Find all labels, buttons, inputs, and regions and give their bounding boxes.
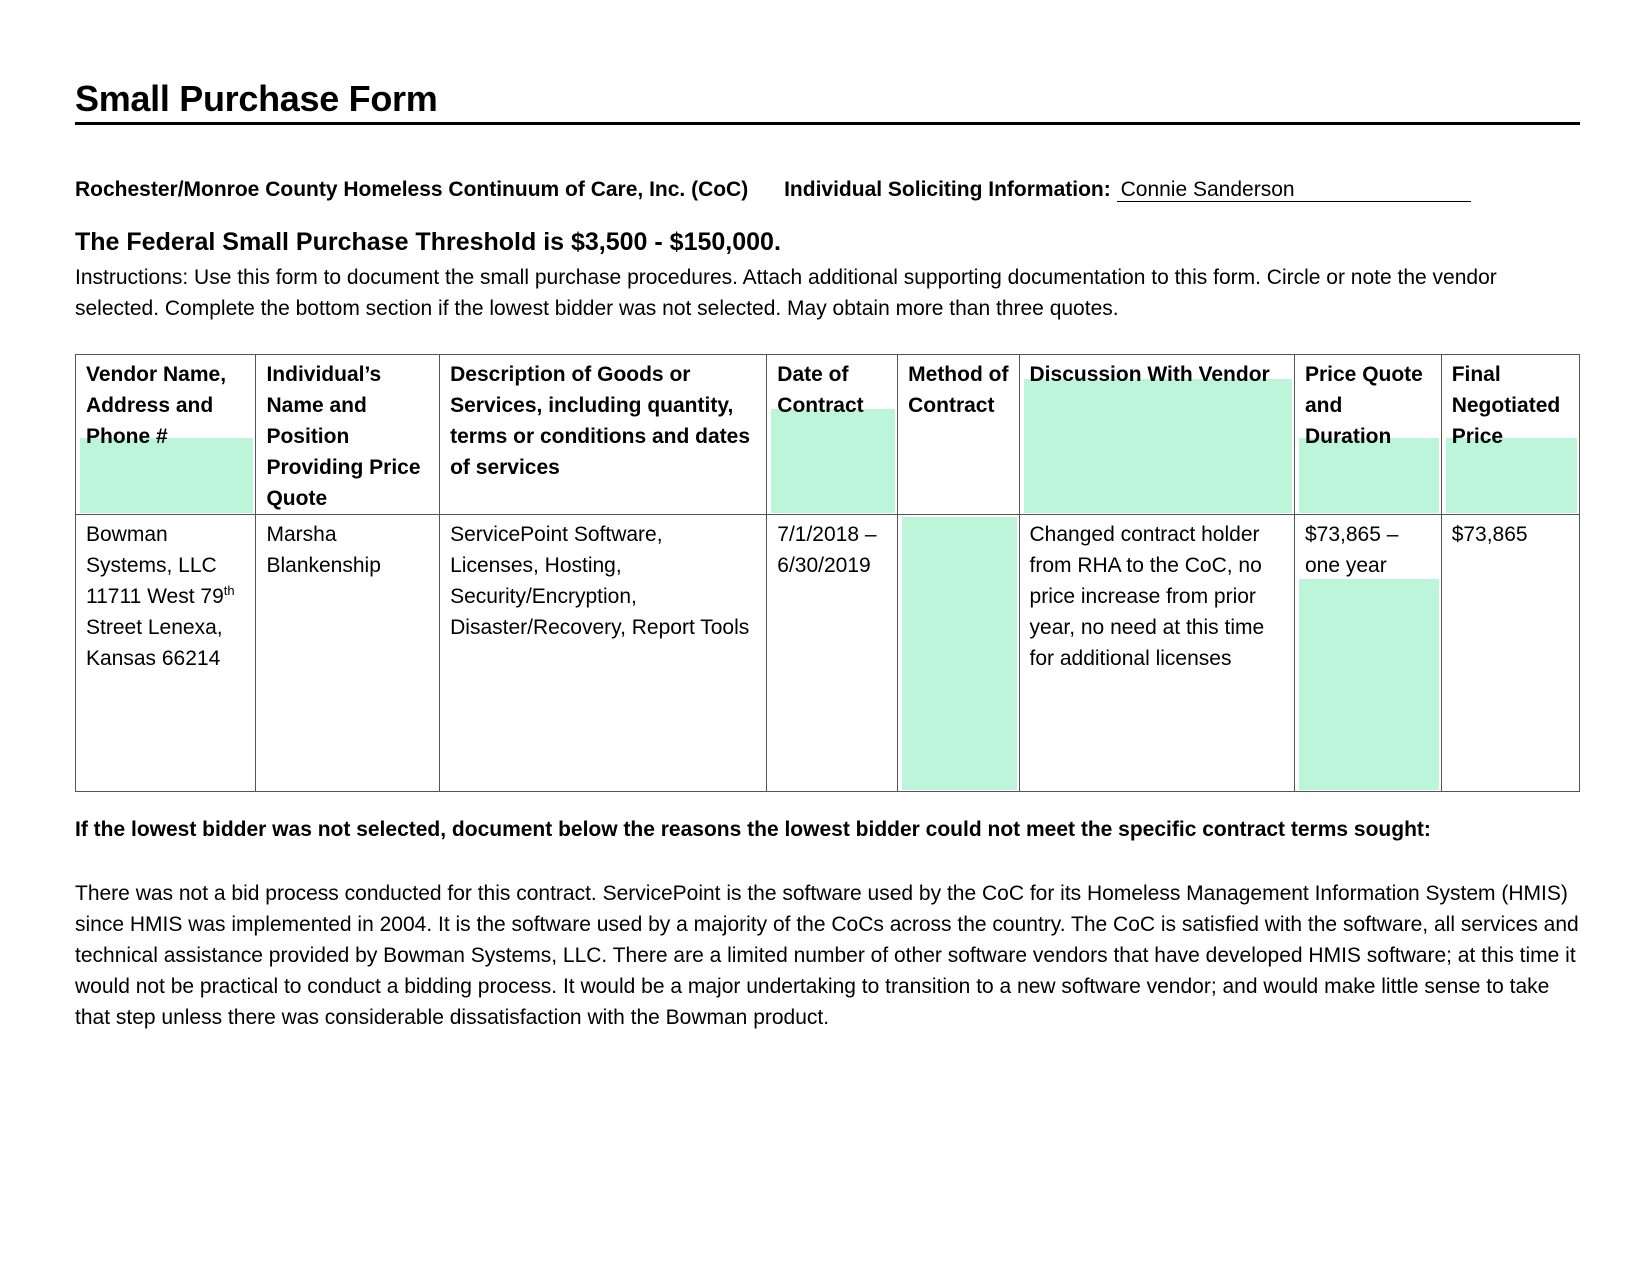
cell-individual[interactable] — [256, 515, 440, 792]
header-row — [76, 355, 1580, 515]
date-text: 7/1/2018 – 6/30/2019 — [777, 523, 877, 577]
reason-heading: If the lowest bidder was not selected, document below the reasons the lowest bidder could not meet the specific contract terms sought: — [75, 818, 1431, 841]
header-price-quote — [1294, 355, 1441, 515]
header-final-price — [1441, 355, 1579, 515]
vendor-table — [75, 354, 1580, 792]
title-row — [75, 78, 1580, 125]
header-individual-label: Individual’s Name and Position Providing Price Quote — [266, 363, 421, 510]
solicit-label: Individual Soliciting Information: — [784, 178, 1111, 201]
header-date-label: Date of Contract — [777, 363, 864, 417]
header-price-quote-label: Price Quote and Duration — [1304, 363, 1423, 448]
individual-text: Marsha Blankenship — [266, 523, 381, 577]
solicit-value-field[interactable]: Connie Sanderson — [1117, 179, 1471, 202]
header-individual — [256, 355, 440, 515]
header-description — [440, 355, 767, 515]
cell-method[interactable] — [898, 515, 1019, 792]
cell-vendor[interactable] — [76, 515, 256, 792]
header-final-price-label: Final Negotiated Price — [1451, 363, 1561, 448]
header-date — [767, 355, 898, 515]
header-method — [898, 355, 1019, 515]
table-row — [76, 515, 1580, 792]
vendor-line2: Street Lenexa, Kansas 66214 — [86, 616, 223, 670]
discussion-text: Changed contract holder from RHA to the CoC, no price increase from prior year, no need at this time for additional licenses — [1029, 523, 1265, 670]
description-text: ServicePoint Software, Licenses, Hosting, Security/Encryption, Disaster/Recovery, Report Tools — [450, 523, 750, 639]
vendor-sup: th — [223, 583, 235, 598]
vendor-line1: Bowman Systems, LLC 11711 West 79 — [86, 523, 224, 608]
header-discussion-label: Discussion With Vendor — [1029, 363, 1270, 386]
threshold-heading: The Federal Small Purchase Threshold is $3,500 - $150,000. — [75, 228, 781, 256]
header-description-label: Description of Goods or Services, including quantity, terms or conditions and dates of services — [450, 363, 750, 479]
org-row — [75, 178, 1580, 202]
header-method-label: Method of Contract — [908, 363, 1009, 417]
cell-price-quote[interactable] — [1294, 515, 1441, 792]
reason-text[interactable]: There was not a bid process conducted for this contract. ServicePoint is the software used by the CoC for its Homeless Management Information System (HMIS) since HMIS was implemented in 2004. It is the software used by a majority of the CoCs across the country. The CoC is satisfied with the software, all services and technical assistance provided by Bowman Systems, LLC. There are a limited number of other software vendors that have developed HMIS software; at this time it would not be practical to conduct a bidding process. It would be a major undertaking to transition to a new software vendor; and would make little sense to take that step unless there was considerable dissatisfaction with the Bowman product. — [75, 882, 1579, 1029]
cell-discussion[interactable] — [1019, 515, 1294, 792]
vendor-text — [86, 523, 235, 670]
header-vendor — [76, 355, 256, 515]
cell-date[interactable] — [767, 515, 898, 792]
final-price-text: $73,865 — [1451, 523, 1528, 546]
instructions-text: Instructions: Use this form to document the small purchase procedures. Attach additional supporting documentation to this form. Circle or note the vendor selected. Complete the bottom section if the lowest bidder was not selected. May obtain more than three quotes. — [75, 266, 1497, 320]
price-quote-text: $73,865 – one year — [1304, 523, 1399, 577]
org-name: Rochester/Monroe County Homeless Continuum of Care, Inc. (CoC) — [75, 178, 749, 201]
cell-final-price[interactable] — [1441, 515, 1579, 792]
header-discussion — [1019, 355, 1294, 515]
cell-description[interactable] — [440, 515, 767, 792]
form-title: Small Purchase Form — [75, 78, 438, 119]
header-vendor-label: Vendor Name, Address and Phone # — [86, 363, 227, 448]
